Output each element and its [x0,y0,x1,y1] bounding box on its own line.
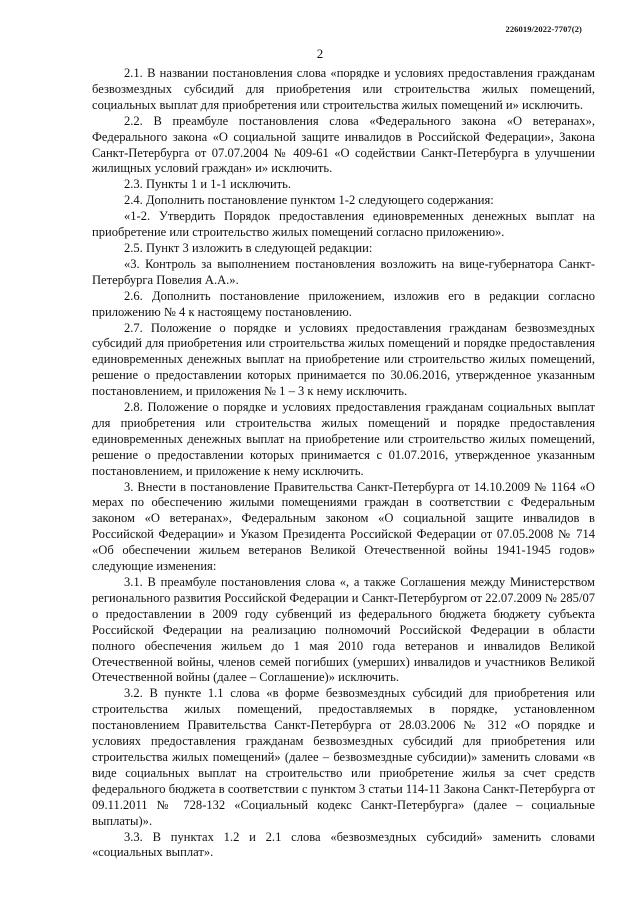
paragraph-2-2: 2.2. В преамбуле постановления слова «Федерального закона «О ветеранах», Федерального закона «О социальной защите инвалидов в Российской Федерации», Закона Санкт-Петербурга от 07.07.2004 № 409-61 «О содействии Санкт-Петербурга в улучшении жилищных условий граждан» и» исключить. [92,113,595,176]
paragraph-2-5: 2.5. Пункт 3 изложить в следующей редакции: [124,240,373,255]
document-body [92,66,595,861]
paragraph-2-3: 2.3. Пункты 1 и 1-1 исключить. [124,177,292,192]
paragraph-2-8: 2.8. Положение о порядке и условиях предоставления гражданам социальных выплат для приобретения или строительства жилых помещений и порядке предоставления единовременных денежных выплат на приобретение или строительство жилых помещений, решение о предоставлении которых принимается с 01.07.2016, утвержденное указанным постановлением, и приложение к нему исключить. [92,400,595,478]
paragraph-2-7: 2.7. Положение о порядке и условиях предоставления гражданам безвозмездных субсидий для приобретения или строительства жилых помещений и порядке предоставления единовременных денежных выплат на приобретение или строительство жилых помещений, решение о предоставлении которых принимается по 30.06.2016, утвержденное указанным постановлением, и приложения № 1 – 3 к нему исключить. [92,320,595,399]
paragraph-2-4: 2.4. Дополнить постановление пунктом 1-2 следующего содержания: [124,193,494,208]
paragraph-2-5-quote: «3. Контроль за выполнением постановления возложить на вице-губернатора Санкт-Петербурга Повелия А.А.». [92,256,595,287]
paragraph-3-1: 3.1. В преамбуле постановления слова «, а также Соглашения между Министерством регионального развития Российской Федерации и Санкт-Петербургом от 22.07.2009 № 285/07 о предоставлении в 2009 году субвенций из федерального бюджета бюджету субъекта Российской Федерации на реализацию полномочий Российской Федерации в области полного обеспечения жильем до 1 мая 2010 года ветеранов и инвалидов Великой Отечественной войны, членов семей погибших (умерших) инвалидов и участников Великой Отечественной войны (далее – Соглашение)» исключить. [92,575,595,685]
registration-number: 226019/2022-7707(2) [505,24,582,34]
paragraph-3-3: 3.3. В пунктах 1.2 и 2.1 слова «безвозмездных субсидий» заменить словами «социальных выплат». [92,829,595,860]
page-number: 2 [316,46,324,61]
paragraph-3: 3. Внести в постановление Правительства Санкт-Петербурга от 14.10.2009 № 1164 «О мерах по обеспечению жилыми помещениями граждан в соответствии с Федеральным законом «О ветеранах», Федеральным законом «О социальной защите инвалидов в Российской Федерации» и Указом Президента Российской Федерации от 07.05.2008 № 714 «Об обеспечении жильем ветеранов Великой Отечественной войны 1941-1945 годов» следующие изменения: [92,479,595,574]
paragraph-2-1: 2.1. В названии постановления слова «порядке и условиях предоставления гражданам безвозмездных субсидий для приобретения или строительства жилых помещений, социальных выплат для приобретения или строительства жилых помещений и» исключить. [92,66,595,112]
paragraph-2-6: 2.6. Дополнить постановление приложением, изложив его в редакции согласно приложению № 4 к настоящему постановлению. [92,288,595,319]
paragraph-3-2: 3.2. В пункте 1.1 слова «в форме безвозмездных субсидий для приобретения или строительства жилых помещений, предоставляемых в порядке, установленном постановлением Правительства Санкт-Петербурга от 28.03.2006 № 312 «О порядке и условиях предоставления гражданам безвозмездных субсидий для приобретения или строительства жилых помещений» (далее – безвозмездные субсидии)» заменить словами «в виде социальных выплат на строительство или приобретение жилья за счет средств федерального бюджета в соответствии с пунктом 3 статьи 114-11 Закона Санкт-Петербурга от 09.11.2011 № 728-132 «Социальный кодекс Санкт-Петербурга» (далее – социальные выплаты)». [92,686,595,828]
paragraph-2-4-quote: «1-2. Утвердить Порядок предоставления единовременных денежных выплат на приобретение или строительство жилых помещений согласно приложению». [92,209,595,240]
